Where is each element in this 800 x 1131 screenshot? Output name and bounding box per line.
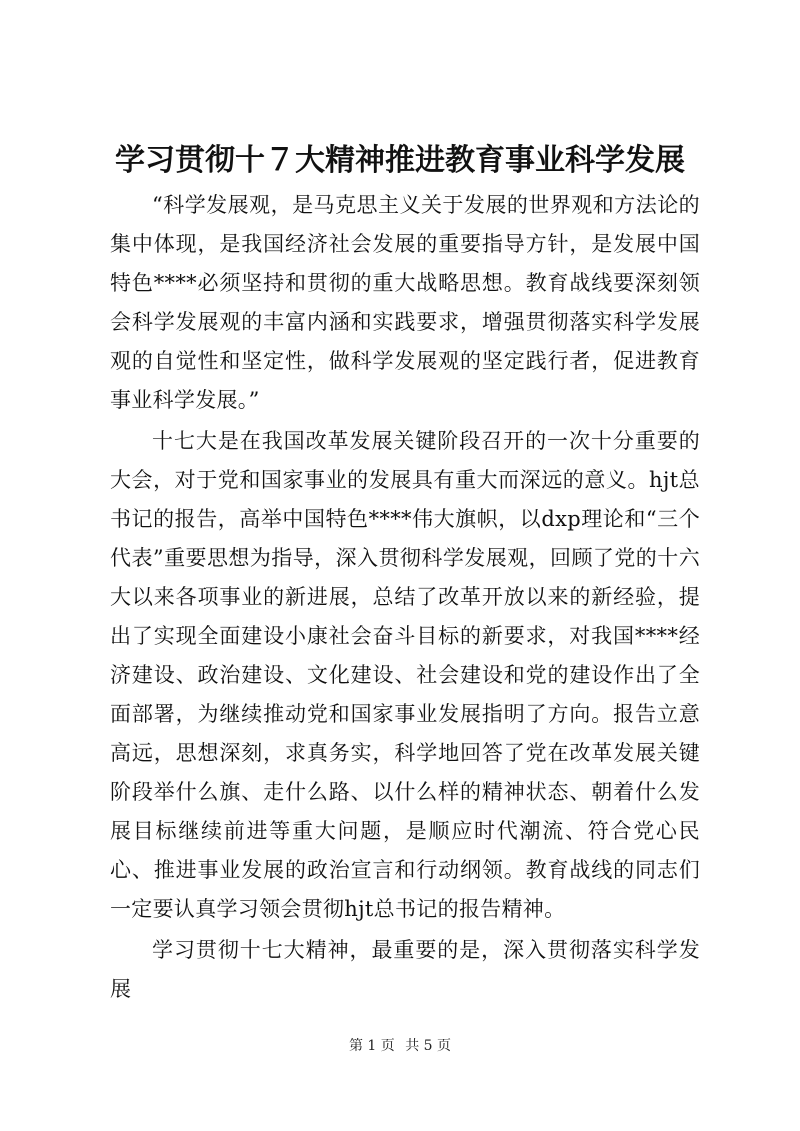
paragraph-3: 学习贯彻十七大精神，最重要的是，深入贯彻落实科学发展 xyxy=(110,938,700,1001)
paragraph-2: 十七大是在我国改革发展关键阶段召开的一次十分重要的大会，对于党和国家事业的发展具有重大而深远的意义。hjt总书记的报告，高举中国特色****伟大旗帜，以dxp理论和“三个代表”重要思想为指导，深入贯彻科学发展观，回顾了党的十六大以来各项事业的新进展，总结了改革开放以来的新经验，提出了实现全面建设小康社会奋斗目标的新要求，对我国****经济建设、政治建设、文化建设、社会建设和党的建设作出了全面部署，为继续推动党和国家事业发展指明了方向。报告立意高远，思想深刻，求真务实，科学地回答了党在改革发展关键阶段举什么旗、走什么路、以什么样的精神状态、朝着什么发展目标继续前进等重大问题，是顺应时代潮流、符合党心民心、推进事业发展的政治宣言和行动纲领。教育战线的同志们一定要认真学习领会贯彻hjt总书记的报告精神。 xyxy=(110,429,700,921)
page-total: 共 5 页 xyxy=(405,1038,452,1054)
paragraph-1: “科学发展观，是马克思主义关于发展的世界观和方法论的集中体现，是我国经济社会发展的重要指导方针，是发展中国特色****必须坚持和贯彻的重大战略思想。教育战线要深刻领会科学发展观的丰富内涵和实践要求，增强贯彻落实科学发展观的自觉性和坚定性，做科学发展观的坚定践行者，促进教育事业科学发展。” xyxy=(110,193,700,412)
page-footer xyxy=(0,1036,800,1056)
document-body xyxy=(110,186,700,1009)
document-title: 学习贯彻十７大精神推进教育事业科学发展 xyxy=(115,143,685,178)
page-number: 第 1 页 xyxy=(348,1038,395,1054)
